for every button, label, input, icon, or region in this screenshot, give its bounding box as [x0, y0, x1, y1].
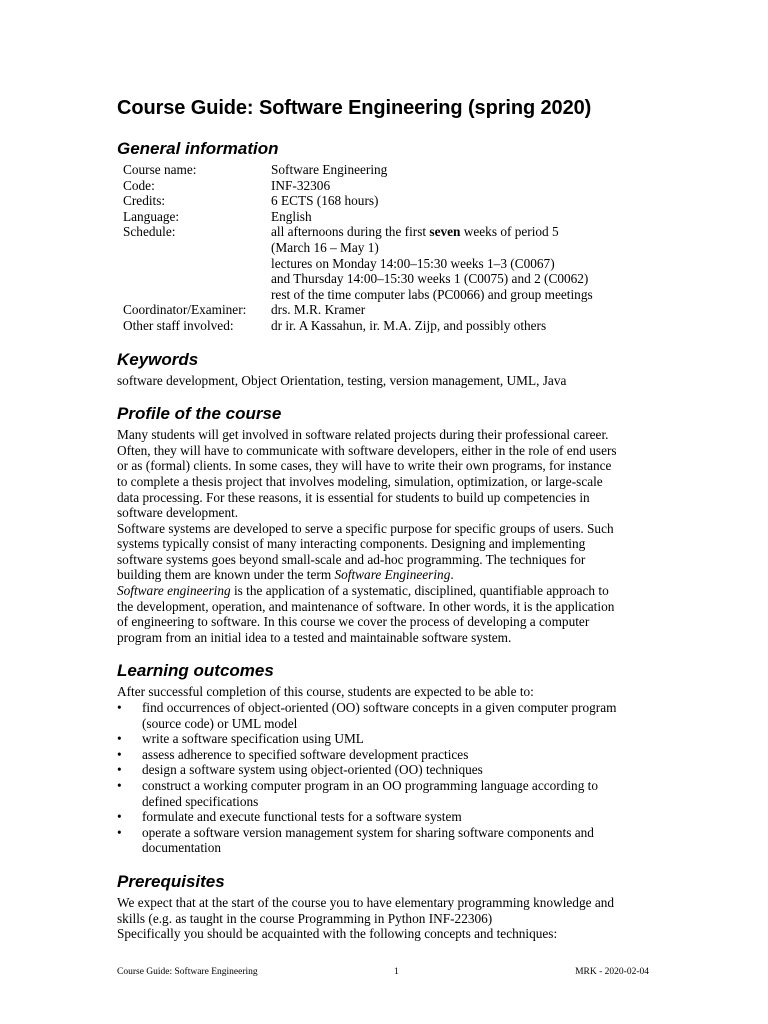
info-label: Credits: [123, 193, 166, 209]
section-heading-general: General information [117, 139, 279, 158]
footer-page-number: 1 [394, 967, 399, 977]
text-line: Often, they will have to communicate with software developers, either in the role of end users [117, 442, 617, 458]
text-line: Software systems are developed to serve a specific purpose for specific groups of users. Such [117, 520, 614, 536]
text-line: software systems goes beyond small-scale and ad-hoc programming. The techniques for [117, 551, 586, 567]
section-heading-outcomes: Learning outcomes [117, 661, 274, 681]
info-value: 6 ECTS (168 hours) [271, 193, 379, 209]
document-page [117, 96, 657, 942]
text-line: Specifically you should be acquainted with the following concepts and techniques: [117, 926, 558, 942]
schedule-line: all afternoons during the first seven weeks of period 5 [271, 224, 559, 240]
info-label: Language: [123, 208, 180, 224]
info-value: Software Engineering [271, 162, 388, 177]
text-line: software development. [117, 505, 239, 521]
info-value: drs. M.R. Kramer [271, 302, 366, 318]
schedule-line: lectures on Monday 14:00–15:30 weeks 1–3 (C0067) [271, 255, 555, 271]
schedule-value [271, 224, 657, 302]
info-label: Other staff involved: [123, 317, 234, 333]
text-line: program from an initial idea to a tested and maintainable software system. [117, 629, 512, 645]
info-row [123, 162, 657, 178]
section-heading-profile: Profile of the course [117, 404, 282, 424]
text-line: Many students will get involved in software related projects during their professional career. [117, 427, 609, 443]
prereq-text [117, 895, 657, 942]
page-title: Course Guide: Software Engineering (spring 2020) [117, 97, 592, 119]
info-label: Code: [123, 177, 155, 193]
list-item: • find occurrences of object-oriented (OO) software concepts in a given computer program (source code) or UML model [117, 700, 617, 731]
text-line: data processing. For these reasons, it is essential for students to build up competencies in [117, 489, 590, 505]
list-item: • construct a working computer program in an OO programming language according to defined specifications [117, 778, 599, 809]
list-item: • operate a software version management system for sharing software components and documentation [117, 824, 594, 856]
schedule-line: (March 16 – May 1) [271, 239, 379, 255]
term-emphasis: Software engineering [117, 583, 231, 599]
info-value: INF-32306 [271, 177, 331, 193]
info-row [123, 193, 657, 209]
section-heading-keywords: Keywords [117, 349, 199, 369]
footer-author-date: MRK - 2020-02-04 [575, 967, 649, 977]
bullet-icon: • [117, 746, 122, 762]
profile-text [117, 427, 657, 645]
footer-doc-title: Course Guide: Software Engineering [117, 967, 258, 977]
text-line: building them are known under the term Software Engineering. [117, 567, 454, 583]
term-emphasis: Software Engineering [334, 567, 451, 583]
list-item: • design a software system using object-oriented (OO) techniques [117, 762, 483, 778]
text-line: Software engineering is the application of a systematic, disciplined, quantifiable approach to [117, 583, 609, 599]
outcomes-intro: After successful completion of this course, students are expected to be able to: [117, 684, 534, 700]
list-item: • write a software specification using UML [117, 731, 364, 747]
text-line: We expect that at the start of the course you to have elementary programming knowledge and [117, 894, 615, 910]
schedule-line: rest of the time computer labs (PC0066) and group meetings [271, 286, 593, 302]
text-line: skills (e.g. as taught in the course Programming in Python INF-22306) [117, 910, 493, 926]
info-row [123, 178, 657, 194]
bullet-icon: • [117, 731, 122, 747]
info-row [123, 302, 657, 318]
info-value: dr ir. A Kassahun, ir. M.A. Zijp, and possibly others [271, 317, 547, 333]
info-label: Course name: [123, 162, 197, 177]
info-row [123, 209, 657, 225]
info-row [123, 318, 657, 334]
text-line: or as (formal) clients. In some cases, they will have to write their own programs, for instance [117, 458, 612, 474]
bullet-icon: • [117, 762, 122, 778]
info-row-schedule [123, 224, 657, 302]
bullet-icon: • [117, 778, 122, 793]
text-line: of engineering to software. In this course we cover the process of developing a computer [117, 614, 590, 630]
info-value: English [271, 208, 312, 224]
section-heading-prereq: Prerequisites [117, 871, 225, 891]
text-line: to complete a thesis project that involves modeling, simulation, optimization, or large-scale [117, 473, 603, 489]
bullet-icon: • [117, 824, 122, 840]
bullet-icon: • [117, 700, 122, 716]
list-item: • formulate and execute functional tests for a software system [117, 809, 462, 825]
general-info-table [123, 162, 657, 334]
schedule-weeks-emphasis: seven [429, 224, 461, 240]
outcomes-list [117, 700, 657, 856]
info-label: Schedule: [123, 224, 176, 240]
keywords-text: software development, Object Orientation, testing, version management, UML, Java [117, 372, 567, 388]
schedule-line: and Thursday 14:00–15:30 weeks 1 (C0075) and 2 (C0062) [271, 271, 589, 287]
info-label: Coordinator/Examiner: [123, 302, 247, 318]
text-line: the development, operation, and maintenance of software. In other words, it is the application [117, 598, 615, 614]
list-item: • assess adherence to specified software development practices [117, 746, 469, 762]
text-line: systems typically consist of many interacting components. Designing and implementing [117, 536, 586, 552]
bullet-icon: • [117, 809, 122, 825]
